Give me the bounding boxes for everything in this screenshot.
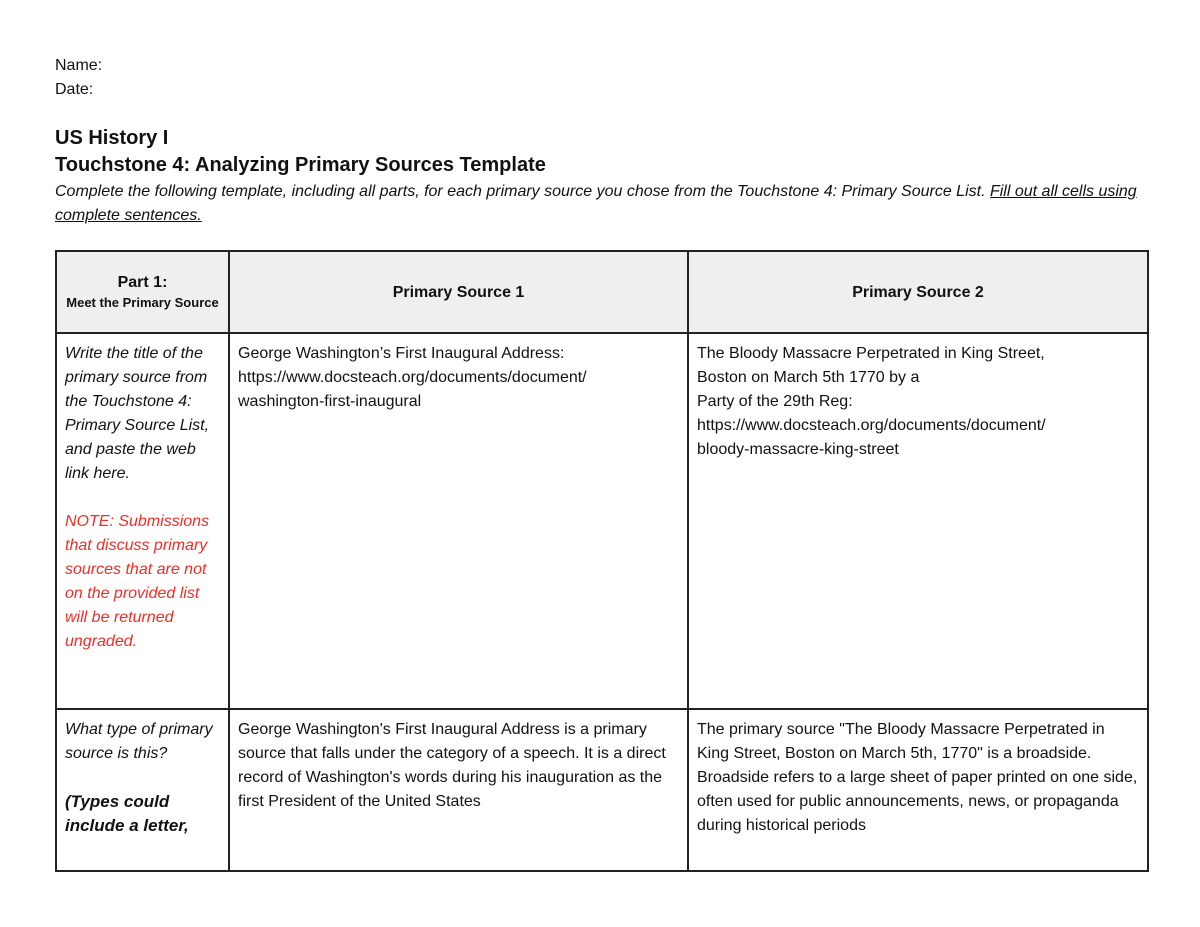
prompt-cell [56, 333, 229, 709]
source2-cell[interactable] [688, 709, 1148, 871]
source2-line: bloody-massacre-king-street [697, 441, 899, 458]
source2-line: https://www.docsteach.org/documents/document/ [697, 417, 1046, 434]
source1-text: George Washington's First Inaugural Address is a primary source that falls under the category of a speech. It is a direct record of Washington's words during his inauguration as the first President of the United States [238, 721, 666, 810]
source2-header: Primary Source 2 [688, 251, 1148, 333]
source1-cell[interactable] [229, 333, 688, 709]
course-title: US History I [55, 127, 169, 149]
instructions [55, 180, 1147, 228]
instructions-underlined: Fill out all cells using complete sentences. [55, 183, 1137, 224]
name-label: Name: [55, 57, 103, 74]
source2-line: The Bloody Massacre Perpetrated in King Street, [697, 345, 1045, 362]
row-prompt: What type of primary source is this? [65, 721, 213, 762]
source1-header: Primary Source 1 [229, 251, 688, 333]
date-label: Date: [55, 81, 94, 98]
part-label: Part 1: [117, 274, 168, 291]
table-row [56, 333, 1148, 709]
table-row [56, 709, 1148, 871]
analysis-table [55, 250, 1149, 872]
row-note: NOTE: Submissions that discuss primary sources that are not on the provided list will be returned ungraded. [65, 513, 210, 650]
prompt-cell [56, 709, 229, 871]
source2-cell[interactable] [688, 333, 1148, 709]
source1-line: George Washington’s First Inaugural Address: [238, 345, 565, 362]
assignment-title: Touchstone 4: Analyzing Primary Sources Template [55, 154, 546, 176]
source2-text: The primary source "The Bloody Massacre Perpetrated in King Street, Boston on March 5th, 1770" is a broadside. Broadside refers to a large sheet of paper printed on one side, often used for public announcements, news, or propaganda during historical periods [697, 721, 1138, 834]
row-prompt-hint: (Types could include a letter, [65, 792, 189, 835]
table-header-row [56, 251, 1148, 333]
part-header-cell [56, 251, 229, 333]
source1-cell[interactable] [229, 709, 688, 871]
part-subtitle: Meet the Primary Source [66, 295, 219, 310]
row-prompt: Write the title of the primary source from the Touchstone 4: Primary Source List, and paste the web link here. [65, 345, 210, 482]
source2-line: Boston on March 5th 1770 by a [697, 369, 920, 386]
source2-line: Party of the 29th Reg: [697, 393, 853, 410]
source1-line: https://www.docsteach.org/documents/document/ [238, 369, 587, 386]
source1-line: washington-first-inaugural [238, 393, 422, 410]
instructions-text: Complete the following template, including all parts, for each primary source you chose from the Touchstone 4: Primary Source List. [55, 183, 990, 200]
